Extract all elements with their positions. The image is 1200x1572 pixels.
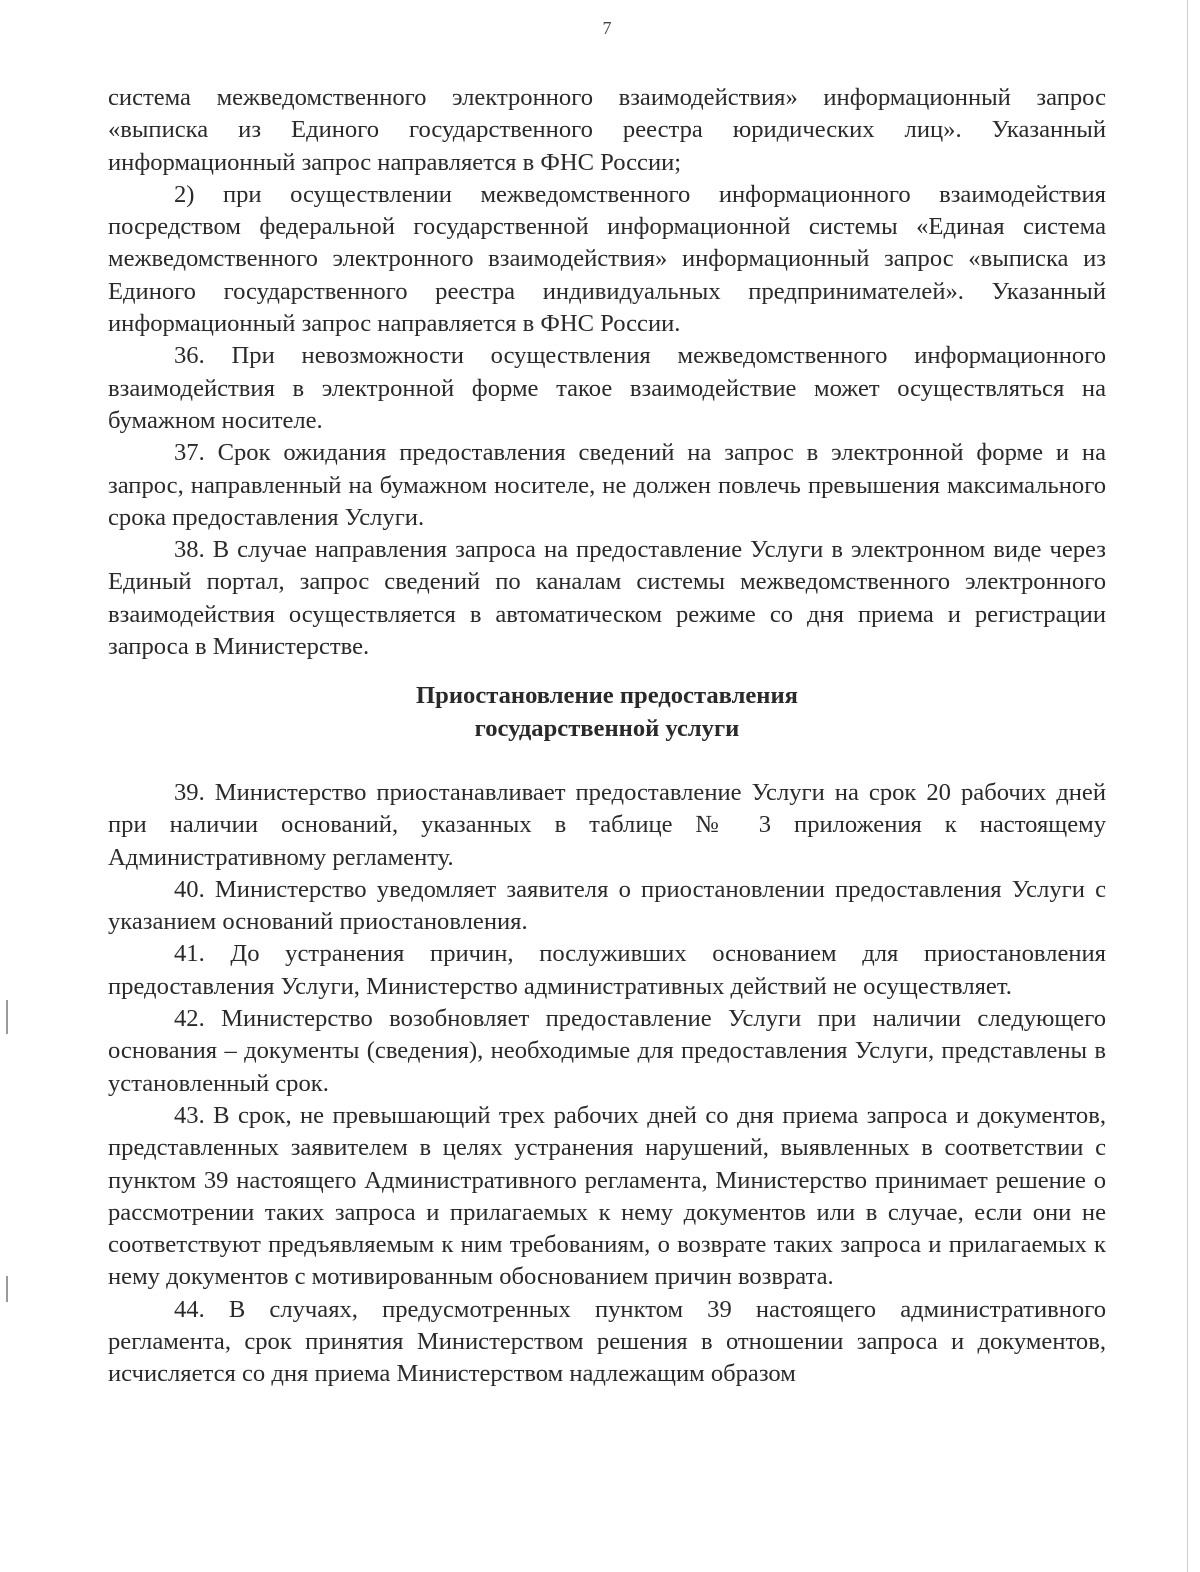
paragraph: 43. В срок, не превышающий трех рабочих дней со дня приема запроса и документов, представленных заявителем в целях устранения нарушений, выявленных в соответствии с пунктом 39 настоящего Административного регламента, Министерство принимает решение о рассмотрении таких запроса и прилагаемых к нему документов или в случае, если они не соответствуют предъявляемым к ним требованиям, о возврате таких запроса и прилагаемых к нему документов с мотивированным обоснованием причин возврата. — [108, 1101, 1106, 1291]
scan-mark — [6, 1000, 8, 1034]
document-page — [108, 0, 1106, 1572]
paragraph: 41. До устранения причин, послуживших основанием для приостановления предоставления Услуги, Министерство административных действий не осуществляет. — [108, 940, 1106, 1000]
paragraph: 36. При невозможности осуществления межведомственного информационного взаимодействия в электронной форме такое взаимодействие может осуществляться на бумажном носителе. — [108, 342, 1106, 434]
paragraph: 44. В случаях, предусмотренных пунктом 39 настоящего административного регламента, срок принятия Министерством решения в отношении запроса и документов, исчисляется со дня приема Министерством надлежащим образом — [108, 1295, 1106, 1388]
paragraph: система межведомственного электронного взаимодействия» информационный запрос «выписка из Единого государственного реестра юридических лиц». Указанный информационный запрос направляется в ФНС России; — [108, 84, 1106, 176]
paragraph: 38. В случае направления запроса на предоставление Услуги в электронном виде через Единый портал, запрос сведений по каналам системы межведомственного электронного взаимодействия осуществляется в автоматическом режиме со дня приема и регистрации запроса в Министерстве. — [108, 536, 1106, 661]
paragraph: 37. Срок ожидания предоставления сведений на запрос в электронной форме и на запрос, направленный на бумажном носителе, не должен повлечь превышения максимального срока предоставления Услуги. — [108, 439, 1106, 531]
document-body — [108, 82, 1106, 1391]
section-heading-line: Приостановление предоставления — [416, 682, 798, 710]
section-heading-line: государственной услуги — [474, 714, 740, 742]
paragraph: 42. Министерство возобновляет предоставление Услуги при наличии следующего основания – документы (сведения), необходимые для предоставления Услуги, представлены в установленный срок. — [108, 1005, 1106, 1097]
section-heading — [108, 680, 1106, 745]
scan-edge-line — [1187, 0, 1188, 1572]
page-number: 7 — [602, 18, 612, 38]
scan-mark — [6, 1276, 8, 1302]
paragraph: 2) при осуществлении межведомственного информационного взаимодействия посредством федеральной государственной информационной системы «Единая система межведомственного электронного взаимодействия» информационный запрос «выписка из Единого государственного реестра индивидуальных предпринимателей». Указанный информационный запрос направляется в ФНС России. — [108, 180, 1106, 338]
paragraph: 39. Министерство приостанавливает предоставление Услуги на срок 20 рабочих дней при наличии оснований, указанных в таблице № 3 приложения к настоящему Административному регламенту. — [108, 778, 1106, 871]
paragraph: 40. Министерство уведомляет заявителя о приостановлении предоставления Услуги с указанием оснований приостановления. — [108, 875, 1106, 936]
